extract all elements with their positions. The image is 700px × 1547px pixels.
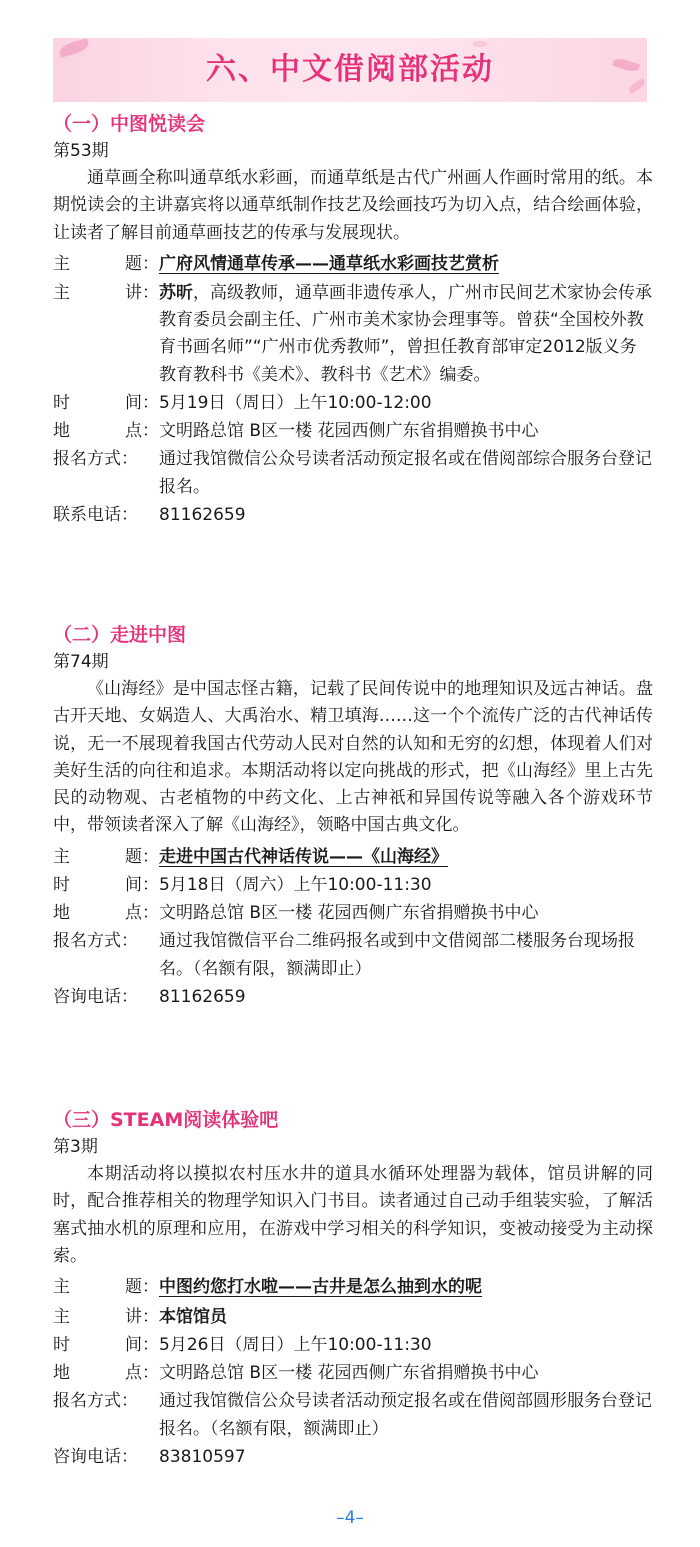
phone-label: 咨询电话： <box>53 1447 138 1468</box>
speaker-row <box>53 1303 653 1331</box>
speaker-description: ，高级教师，通草画非遗传承人，广州市民间艺术家协会传承教育委员会副主任、广州市美术家协会理事等。曾获“全国校外教育书画名师”“广州市优秀教师”，曾担任教育部审定2012版义务教育教科书《美术》、教科书《艺术》编委。 <box>159 282 652 385</box>
place-value: 文明路总馆 B区一楼 花园西侧广东省捐赠换书中心 <box>159 1363 539 1384</box>
place-value: 文明路总馆 B区一楼 花园西侧广东省捐赠换书中心 <box>159 421 539 442</box>
signup-value: 通过我馆微信公众号读者活动预定报名或在借阅部综合服务台登记报名。 <box>159 449 652 498</box>
place-row <box>53 1359 653 1387</box>
signup-row <box>53 445 653 501</box>
speaker-label: 主 讲： <box>53 1307 159 1328</box>
signup-label: 报名方式： <box>53 449 138 470</box>
place-row <box>53 899 653 927</box>
subject-row <box>53 843 653 871</box>
speaker-value <box>159 1303 653 1331</box>
subject-value: 中图约您打水啦——古井是怎么抽到水的呢 <box>159 1277 482 1298</box>
time-row <box>53 389 653 417</box>
subject-row <box>53 1273 653 1301</box>
signup-value: 通过我馆微信平台二维码报名或到中文借阅部二楼服务台现场报名。（名额有限，额满即止） <box>159 930 635 979</box>
phone-row <box>53 1443 653 1471</box>
speaker-label: 主 讲： <box>53 282 159 303</box>
subject-row <box>53 250 653 278</box>
place-value: 文明路总馆 B区一楼 花园西侧广东省捐赠换书中心 <box>159 902 539 923</box>
phone-value: 81162659 <box>159 986 246 1007</box>
section-title: （三）STEAM阅读体验吧 <box>53 1109 279 1131</box>
place-label: 地 点： <box>53 902 159 923</box>
signup-label: 报名方式： <box>53 1391 138 1412</box>
subject-label: 主 题： <box>53 846 159 867</box>
issue-number: 第74期 <box>53 652 109 672</box>
intro-paragraph: 本期活动将以摸拟农村压水井的道具水循环处理器为载体，馆员讲解的同时，配合推荐相关的物理学知识入门书目。读者通过自己动手组装实验，了解活塞式抽水机的原理和应用，在游戏中学习相关的科学知识，变被动接受为主动探索。 <box>53 1164 653 1266</box>
intro-paragraph: 《山海经》是中国志怪古籍，记载了民间传说中的地理知识及远古神话。盘古开天地、女娲造人、大禹治水、精卫填海……这一个个流传广泛的古代神话传说，无一不展现着我国古代劳动人民对自然的认知和无穷的幻想，体现着人们对美好生活的向往和追求。本期活动将以定向挑战的形式，把《山海经》里上古先民的动物观、古老植物的中药文化、上古神祇和异国传说等融入各个游戏环节中，带领读者深入了解《山海经》，领略中国古典文化。 <box>53 679 653 836</box>
issue-number: 第53期 <box>53 141 109 161</box>
place-row <box>53 417 653 445</box>
speaker-value <box>159 280 653 389</box>
time-value: 5月19日（周日）上午10:00-12:00 <box>159 393 432 414</box>
time-label: 时 间： <box>53 874 159 895</box>
section-reading-club <box>53 110 653 529</box>
intro-paragraph: 通草画全称叫通草纸水彩画，而通草纸是古代广州画人作画时常用的纸。本期悦读会的主讲嘉宾将以通草纸制作技艺及绘画技巧为切入点，结合绘画体验，让读者了解目前通草画技艺的传承与发展现状。 <box>53 168 653 243</box>
phone-value: 83810597 <box>159 1447 246 1468</box>
time-value: 5月26日（周日）上午10:00-11:30 <box>159 1335 432 1356</box>
phone-row <box>53 501 653 529</box>
page-title: 六、中文借阅部活动 <box>206 52 494 87</box>
phone-label: 咨询电话： <box>53 986 138 1007</box>
section-banner <box>53 38 647 102</box>
time-label: 时 间： <box>53 1335 159 1356</box>
signup-value: 通过我馆微信公众号读者活动预定报名或在借阅部圆形服务台登记报名。（名额有限，额满即止） <box>159 1391 652 1440</box>
subject-value: 广府风情通草传承——通草纸水彩画技艺赏析 <box>159 253 499 274</box>
section-steam-reading <box>53 1106 653 1471</box>
time-row <box>53 871 653 899</box>
time-label: 时 间： <box>53 393 159 414</box>
signup-row <box>53 927 653 983</box>
time-row <box>53 1331 653 1359</box>
signup-row <box>53 1387 653 1443</box>
place-label: 地 点： <box>53 1363 159 1384</box>
time-value: 5月18日（周六）上午10:00-11:30 <box>159 874 432 895</box>
speaker-name: 苏昕 <box>159 282 193 303</box>
phone-row <box>53 983 653 1011</box>
phone-value: 81162659 <box>159 505 246 526</box>
section-explore-library <box>53 621 653 1011</box>
subject-label: 主 题： <box>53 253 159 274</box>
page-number: –4– <box>336 1508 364 1528</box>
issue-number: 第3期 <box>53 1137 98 1157</box>
section-title: （二）走进中图 <box>53 624 187 646</box>
speaker-name: 本馆馆员 <box>159 1307 227 1328</box>
section-title: （一）中图悦读会 <box>53 113 206 135</box>
phone-label: 联系电话： <box>53 505 138 526</box>
speaker-row <box>53 280 653 389</box>
place-label: 地 点： <box>53 421 159 442</box>
signup-label: 报名方式： <box>53 930 138 951</box>
subject-label: 主 题： <box>53 1277 159 1298</box>
subject-value: 走进中国古代神话传说——《山海经》 <box>159 846 448 867</box>
